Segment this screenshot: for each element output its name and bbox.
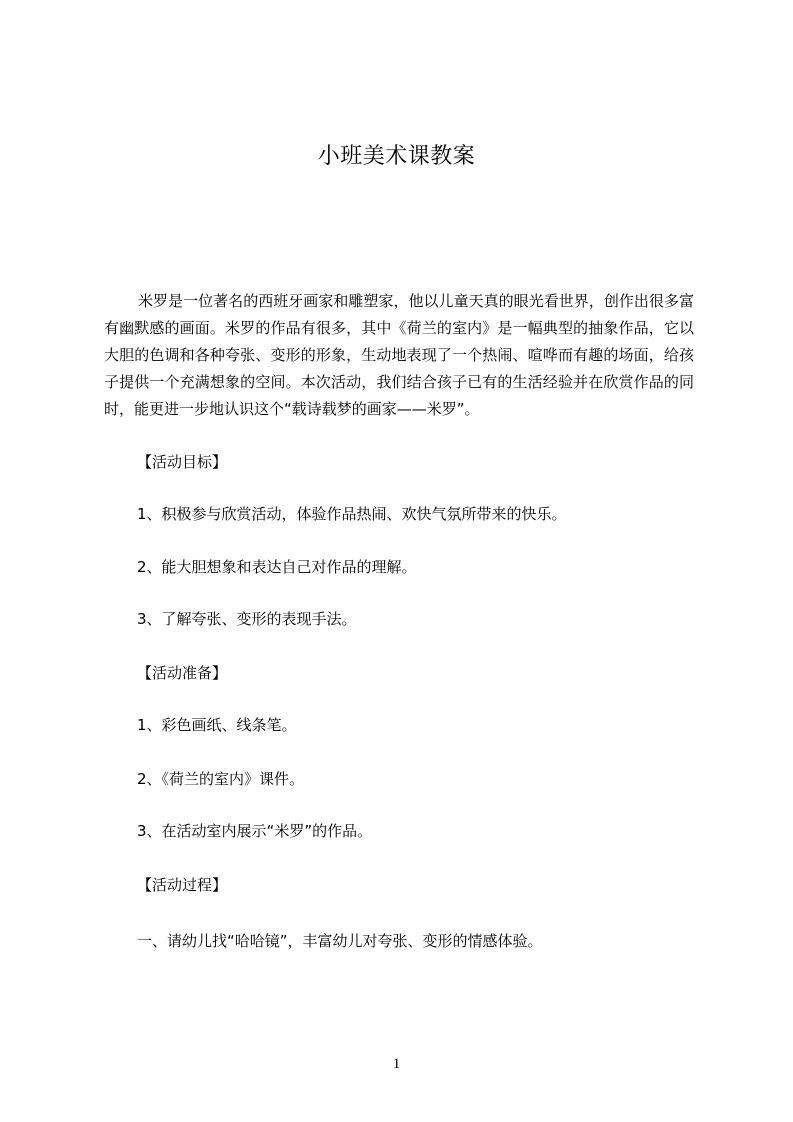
prep-heading: 【活动准备】 <box>137 664 228 682</box>
process-heading: 【活动过程】 <box>137 876 228 894</box>
goal-item-2: 2、能大胆想象和表达自己对作品的理解。 <box>137 558 417 576</box>
intro-paragraph: 米罗是一位著名的西班牙画家和雕塑家，他以儿童天真的眼光看世界，创作出很多富有幽默感的画面。米罗的作品有很多，其中《荷兰的室内》是一幅典型的抽象作品，它以大胆的色调和各种夸张、变形的形象，生动地表现了一个热闹、喧哗而有趣的场面，给孩子提供一个充满想象的空间。本次活动，我们结合孩子已有的生活经验并在欣赏作品的同时，能更进一步地认识这个“载诗载梦的画家——米罗”。 <box>104 292 694 418</box>
page-number: 1 <box>392 1056 401 1072</box>
prep-item-3: 3、在活动室内展示“米罗”的作品。 <box>137 822 373 840</box>
intro-paragraph-block <box>104 288 694 423</box>
process-item-1: 一、请幼儿找“哈哈镜”，丰富幼儿对夸张、变形的情感体验。 <box>137 932 543 950</box>
document-title: 小班美术课教案 <box>317 144 476 169</box>
goal-item-3: 3、了解夸张、变形的表现手法。 <box>137 610 357 628</box>
prep-item-2: 2、《荷兰的室内》课件。 <box>137 770 305 788</box>
goal-item-1: 1、积极参与欣赏活动，体验作品热闹、欢快气氛所带来的快乐。 <box>137 505 567 523</box>
goals-heading: 【活动目标】 <box>137 453 228 471</box>
prep-item-1: 1、彩色画纸、线条笔。 <box>137 716 297 734</box>
